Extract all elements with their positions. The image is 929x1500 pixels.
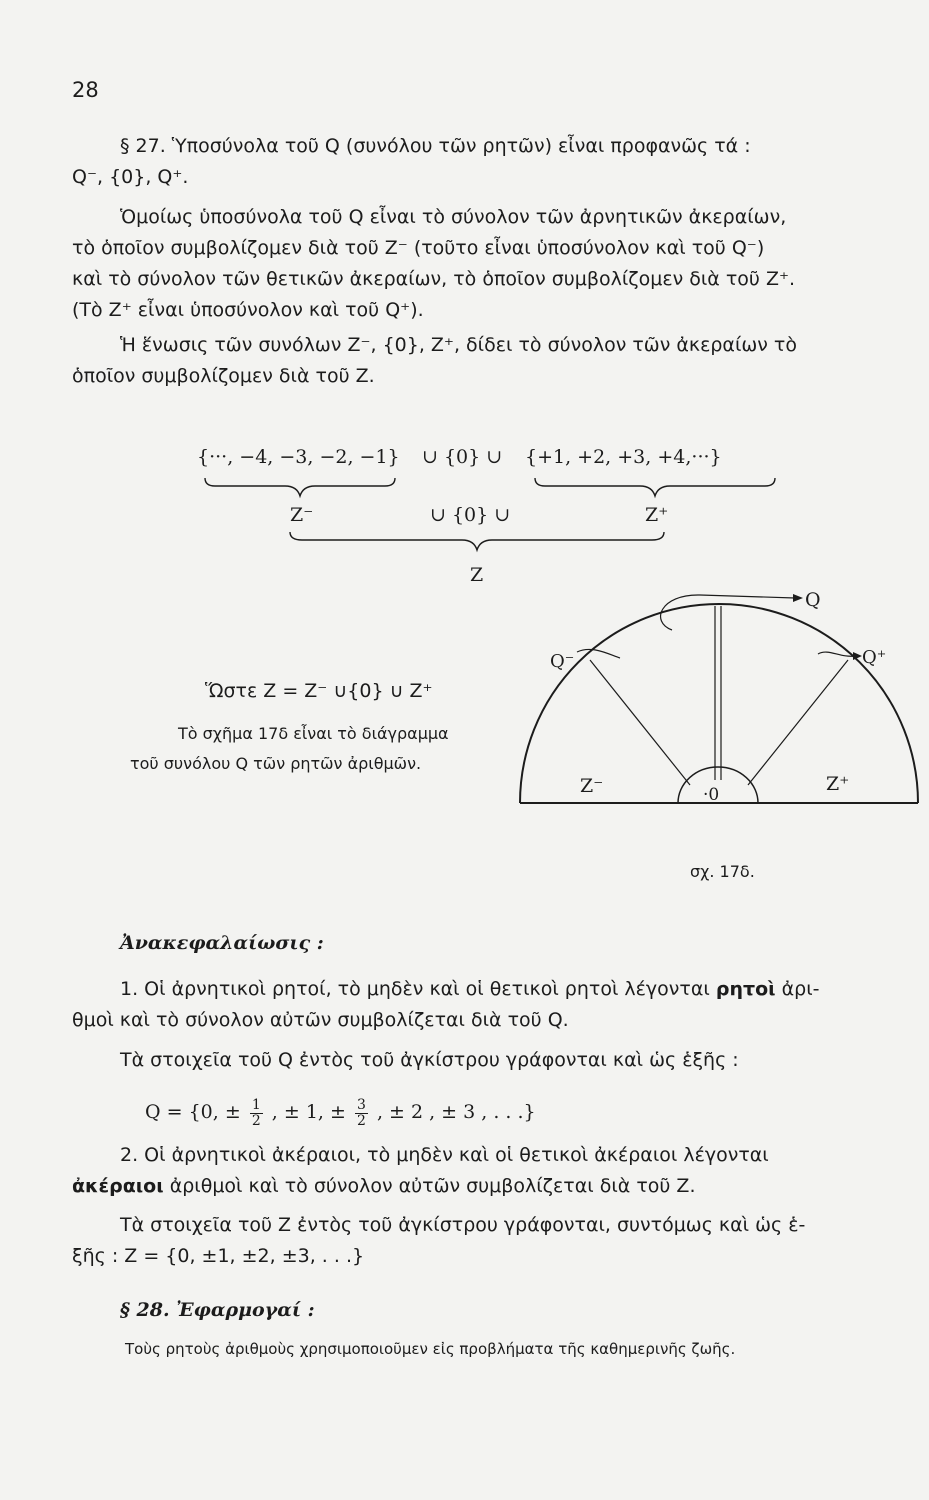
figure-diagonal-left: [590, 660, 690, 785]
section28-heading: § 28. Ἐφαρμογαί :: [120, 1299, 315, 1321]
figure-label-q-minus: Q⁻: [550, 651, 575, 672]
figure-label-q: Q: [805, 589, 821, 611]
underbrace-bottom: [290, 532, 664, 550]
diagram-caption-line2: τοῦ συνόλου Q τῶν ρητῶν ἀριθμῶν.: [130, 754, 422, 773]
figure-diagonal-right: [748, 660, 848, 785]
equation-z: Z: [470, 564, 484, 586]
summary-item1-line1: [120, 974, 820, 1005]
figure-label-z-plus: Z⁺: [826, 773, 850, 795]
q-formula-mid: , ± 1, ±: [271, 1101, 346, 1123]
summary-item1-line3: Τὰ στοιχεῖα τοῦ Q ἐντὸς τοῦ ἀγκίστρου γράφονται καὶ ὡς ἑξῆς :: [120, 1049, 739, 1071]
summary-item2-line4: ξῆς : Z = {0, ±1, ±2, ±3, . . .}: [72, 1245, 365, 1267]
equation-z-plus: Z⁺: [645, 504, 669, 526]
diagram-caption-line1: Τὸ σχῆμα 17δ εἶναι τὸ διάγραμμα: [178, 724, 449, 743]
summary-item2-line3: Τὰ στοιχεῖα τοῦ Z ἐντὸς τοῦ ἀγκίστρου γράφονται, συντόμως καὶ ὡς ἑ-: [120, 1214, 806, 1236]
equation-union-zero: ∪ {0} ∪: [422, 446, 503, 468]
summary-item1-pre: 1. Οἱ ἀρνητικοὶ ρητοί, τὸ μηδὲν καὶ οἱ θετικοὶ ρητοὶ λέγονται: [120, 978, 710, 1000]
section27-line1: § 27. Ὑποσύνολα τοῦ Q (συνόλου τῶν ρητῶν) εἶναι προφανῶς τά :: [120, 135, 751, 157]
fraction-three-halves: $\frac{3}{2}$: [356, 1096, 366, 1129]
q-set-formula: [145, 1097, 536, 1129]
figure-label-zero: ·0: [703, 785, 720, 805]
summary-heading: Ἀνακεφαλαίωσις :: [120, 932, 324, 954]
section27-para2-line3: καὶ τὸ σύνολον τῶν θετικῶν ἀκεραίων, τὸ ὁποῖον συμβολίζομεν διὰ τοῦ Z⁺.: [72, 268, 796, 290]
figure-17d: [500, 580, 920, 880]
q-formula-end: , ± 2 , ± 3 , . . .}: [376, 1101, 536, 1123]
section27-para2-line4: (Τὸ Z⁺ εἶναι ὑποσύνολον καὶ τοῦ Q⁺).: [72, 299, 424, 321]
summary-item2-rest: ἀριθμοὶ καὶ τὸ σύνολον αὐτῶν συμβολίζεται διὰ τοῦ Z.: [169, 1175, 696, 1197]
equation-union-mid: ∪ {0} ∪: [430, 504, 511, 526]
q-formula-start: Q = {0, ±: [145, 1101, 241, 1123]
section27-para3-line1: Ἡ ἕνωσις τῶν συνόλων Z⁻, {0}, Z⁺, δίδει τὸ σύνολον τῶν ἀκεραίων τὸ: [120, 334, 797, 356]
figure-q-arrowhead: [793, 594, 803, 602]
equation-z-minus: Z⁻: [290, 504, 314, 526]
fraction-one-half: $\frac{1}{2}$: [251, 1096, 261, 1129]
underbrace-left: [205, 478, 395, 496]
section27-para3-line2: ὁποῖον συμβολίζομεν διὰ τοῦ Z.: [72, 365, 375, 387]
summary-item1-line2: θμοὶ καὶ τὸ σύνολον αὐτῶν συμβολίζεται διὰ τοῦ Q.: [72, 1009, 569, 1031]
summary-item2-line1: 2. Οἱ ἀρνητικοὶ ἀκέραιοι, τὸ μηδὲν καὶ οἱ θετικοὶ ἀκέραιοι λέγονται: [120, 1144, 769, 1166]
summary-item2-line2: [72, 1171, 696, 1202]
summary-item1-bold: ρητοὶ: [715, 978, 776, 1000]
section27-para2-line1: Ὁμοίως ὑποσύνολα τοῦ Q εἶναι τὸ σύνολον τῶν ἀρνητικῶν ἀκεραίων,: [120, 206, 787, 228]
figure-caption: σχ. 17δ.: [690, 862, 755, 881]
equation-right-set: {+1, +2, +3, +4,···}: [525, 446, 722, 468]
figure-label-z-minus: Z⁻: [580, 775, 604, 797]
figure-label-q-plus: Q⁺: [862, 647, 887, 668]
therefore-line: Ὥστε Z = Z⁻ ∪{0} ∪ Z⁺: [205, 680, 433, 702]
summary-item1-post: ἀρι-: [781, 978, 820, 1000]
equation-left-set: {···, −4, −3, −2, −1}: [197, 446, 400, 468]
page-number: 28: [72, 78, 99, 102]
underbrace-right: [535, 478, 775, 496]
section27-para2-line2: τὸ ὁποῖον συμβολίζομεν διὰ τοῦ Z⁻ (τοῦτο εἶναι ὑποσύνολον καὶ τοῦ Q⁻): [72, 237, 765, 259]
section28-text: Τοὺς ρητοὺς ἀριθμοὺς χρησιμοποιοῦμεν εἰς προβλήματα τῆς καθημερινῆς ζωῆς.: [125, 1340, 736, 1358]
summary-item2-bold: ἀκέραιοι: [72, 1175, 164, 1197]
section27-line2: Q⁻, {0}, Q⁺.: [72, 166, 189, 188]
figure-semicircle: [520, 604, 918, 803]
